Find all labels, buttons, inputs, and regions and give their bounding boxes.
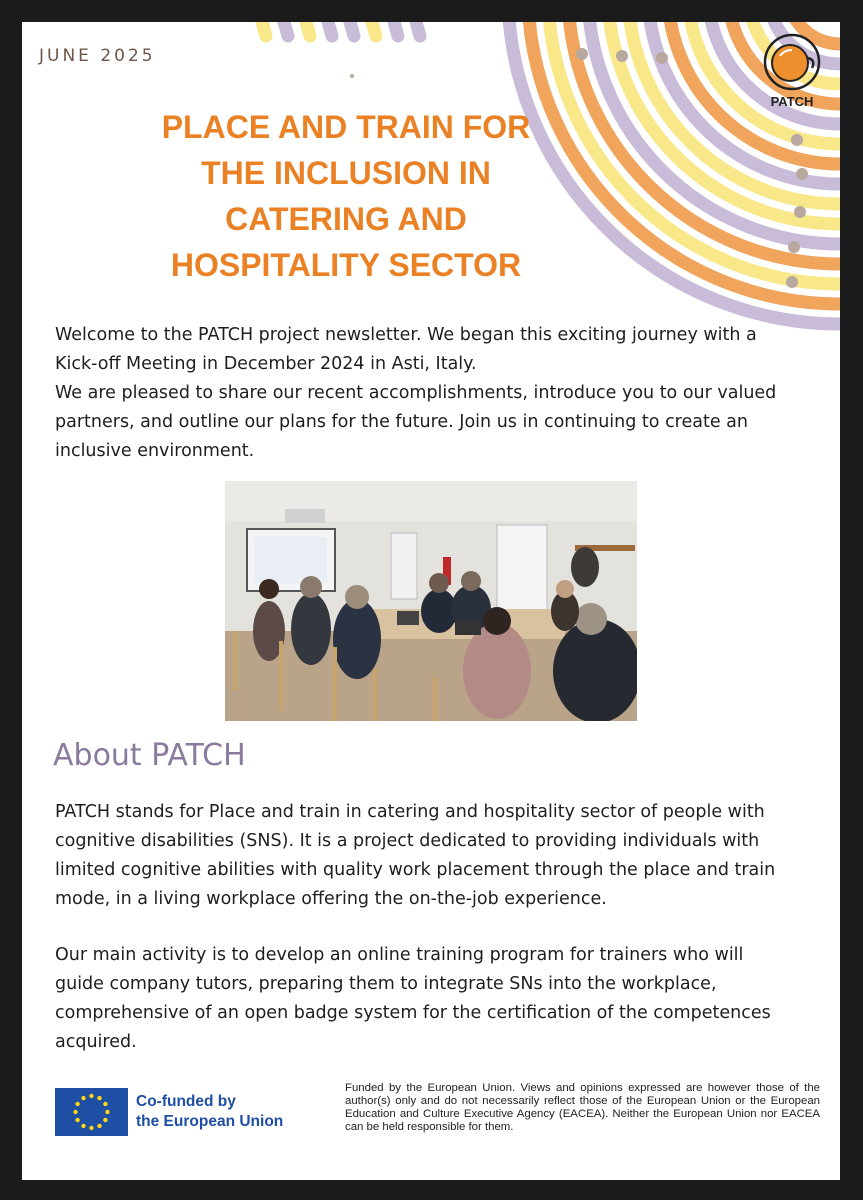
newsletter-title (137, 104, 555, 288)
cofunded-line-1: Co-funded by (136, 1093, 236, 1110)
cofunded-text (136, 1092, 283, 1132)
title-line: PLACE AND TRAIN FOR (161, 109, 531, 145)
funding-disclaimer: Funded by the European Union. Views and opinions expressed are however those of the author(s) only and do not necessarily reflect those of the European Union or the European Education and Culture Executive Agency (EACEA). Neither the European Union nor EACEA can be held responsible for them. (345, 1082, 820, 1133)
intro-line: inclusive environment. (55, 441, 255, 461)
intro-paragraph (55, 321, 788, 466)
eu-flag-icon (55, 1088, 128, 1136)
about-line: limited cognitive abilities with quality work placement through the place and train (55, 860, 776, 880)
about-heading: About PATCH (53, 738, 246, 773)
intro-line: partners, and outline our plans for the future. Join us in continuing to create an (55, 412, 748, 432)
title-line: THE INCLUSION IN (201, 155, 491, 191)
about-line: comprehensive of an open badge system for the certification of the competences (55, 1003, 771, 1023)
eu-cofunded-logo (55, 1088, 283, 1136)
about-line: PATCH stands for Place and train in catering and hospitality sector of people with (55, 802, 765, 822)
cofunded-line-2: the European Union (136, 1113, 284, 1130)
intro-line: Welcome to the PATCH project newsletter. We began this exciting journey with a (55, 325, 757, 345)
about-line: cognitive disabilities (SNS). It is a project dedicated to providing individuals with (55, 831, 760, 851)
kickoff-meeting-photo (225, 481, 637, 721)
patch-logo (757, 32, 827, 109)
about-line: Our main activity is to develop an online training program for trainers who will (55, 945, 744, 965)
about-paragraph-1 (55, 798, 788, 914)
about-line: mode, in a living workplace offering the on-the-job experience. (55, 889, 607, 909)
about-paragraph-2 (55, 941, 788, 1057)
title-line: HOSPITALITY SECTOR (170, 247, 522, 283)
title-line: CATERING AND (225, 201, 467, 237)
about-line: acquired. (55, 1032, 137, 1052)
intro-line: We are pleased to share our recent accomplishments, introduce you to our valued (55, 383, 777, 403)
about-line: guide company tutors, preparing them to integrate SNs into the workplace, (55, 974, 717, 994)
newsletter-page (22, 22, 840, 1180)
logo-text: PATCH (770, 94, 814, 109)
intro-line: Kick-off Meeting in December 2024 in Asti, Italy. (55, 354, 477, 374)
issue-date: JUNE 2025 (39, 46, 156, 66)
cup-logo-icon (762, 32, 822, 92)
